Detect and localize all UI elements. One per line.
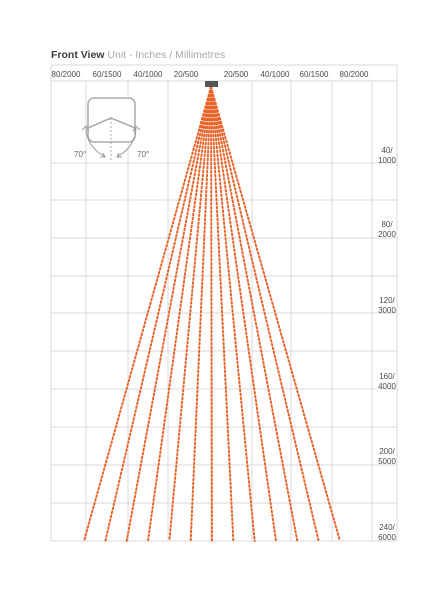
- y-axis-label: 40/ 1000: [378, 146, 396, 165]
- x-axis-label: 80/2000: [51, 70, 81, 79]
- x-axis-label: 40/1000: [260, 70, 290, 79]
- title-units: Unit - Inches / Millimetres: [104, 49, 226, 61]
- coverage-ray: [211, 87, 297, 541]
- coverage-ray: [211, 87, 233, 541]
- angle-label-left: 70°: [74, 150, 87, 159]
- mounting-inset: [82, 98, 140, 160]
- sensor-head: [205, 81, 218, 87]
- coverage-rays: [84, 87, 340, 541]
- coverage-ray: [211, 87, 255, 541]
- y-axis-label: 240/ 6000: [378, 523, 396, 542]
- angle-label-right: 70°: [137, 150, 150, 159]
- x-axis-label: 20/500: [223, 70, 249, 79]
- y-axis-label: 160/ 4000: [378, 372, 396, 391]
- x-axis-label: 60/1500: [92, 70, 122, 79]
- coverage-ray: [211, 87, 319, 541]
- coverage-ray: [169, 87, 211, 541]
- coverage-ray: [211, 87, 276, 541]
- x-axis-label: 60/1500: [299, 70, 329, 79]
- y-axis-label: 200/ 5000: [378, 447, 396, 466]
- title-bold: Front View: [51, 49, 105, 61]
- x-axis-label: 80/2000: [339, 70, 369, 79]
- y-axis-label: 80/ 2000: [378, 220, 396, 239]
- y-axis-label: 120/ 3000: [378, 296, 396, 315]
- x-axis-label: 20/500: [173, 70, 199, 79]
- x-axis-label: 40/1000: [133, 70, 163, 79]
